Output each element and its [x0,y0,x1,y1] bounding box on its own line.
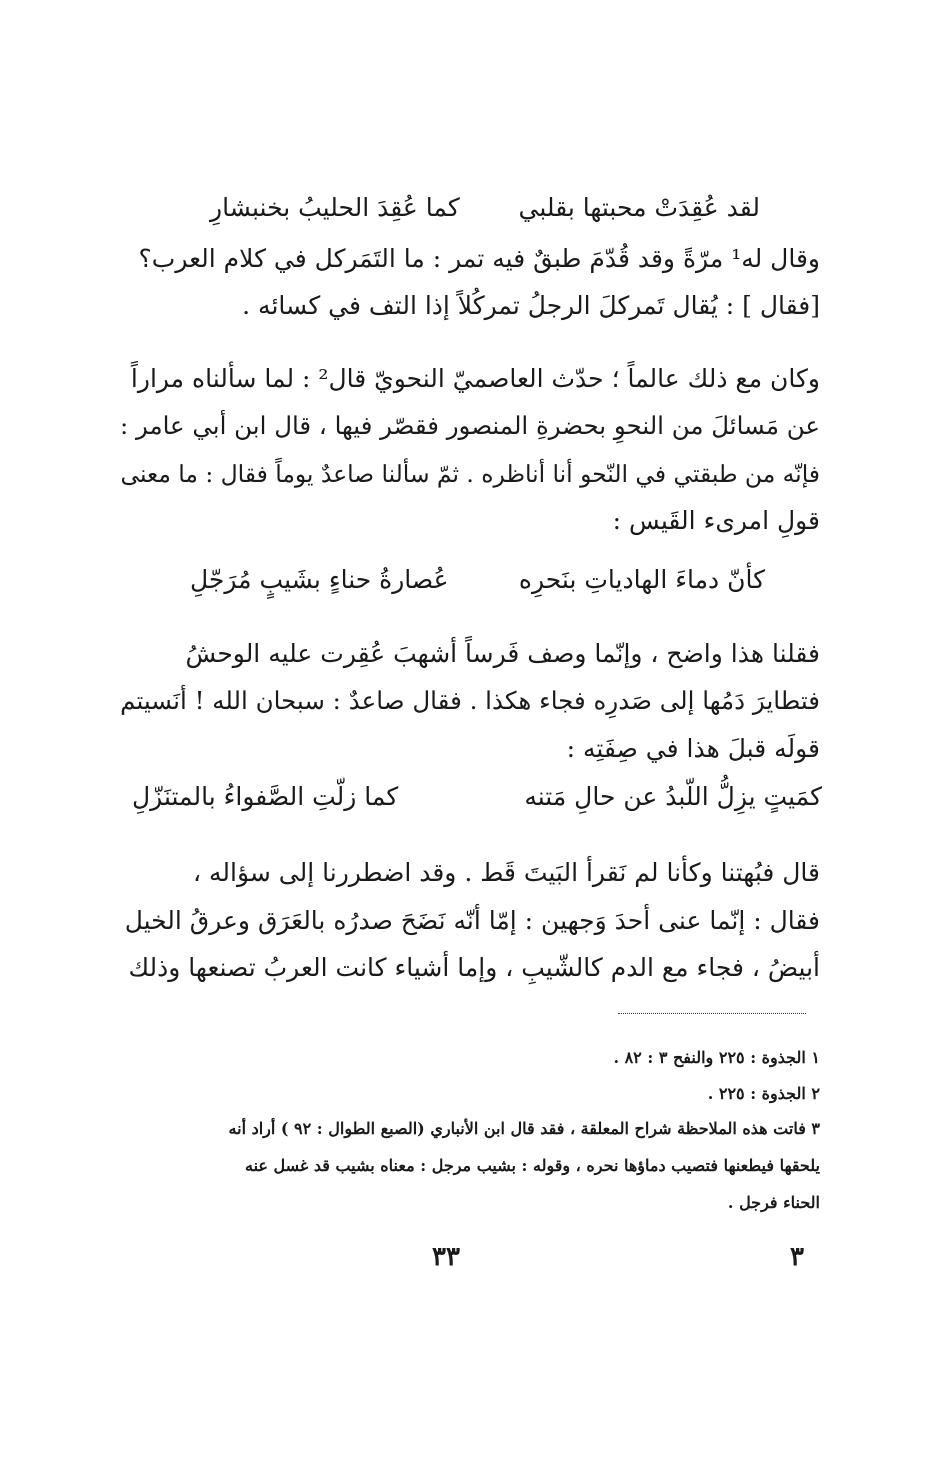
signature-mark: ٣ [790,1242,804,1272]
page-number: ٣٣ [432,1242,460,1272]
verse-3 [132,781,822,815]
verse-1-first-hemistich: لقد عُقِدَتْ محبتها بقلبي [518,193,760,222]
verse-3-second-hemistich: كما زلّتِ الصَّفواءُ بالمتنَزّلِ [132,782,399,811]
verse-2 [180,564,765,598]
verse-1 [190,192,760,226]
paragraph-2-line-3: فإنّه من طبقتي في النّحو أنا أناظره . ثمّ سألنا صاعدٌ يوماً فقال : ما معنى [120,460,820,488]
footnote-3-line-2: يلحقها فيطعنها فتصيب دماؤها نحره ، وقوله : بشيب مرجل : معناه بشيب قد غسل عنه [244,1156,820,1175]
footnote-3-line-3: الحناء فرجل . [727,1193,820,1212]
footnote-2: ٢ الجذوة : ٢٢٥ . [707,1084,820,1103]
paragraph-2-line-2: عن مَسائلَ من النحوِ بحضرةِ المنصور فقصّر فيها ، قال ابن أبي عامر : [119,411,820,440]
verse-2-second-hemistich: عُصارةُ حناءٍ بشَيبٍ مُرَجّلِ [190,565,449,594]
paragraph-2-line-4: قولِ امرىء القَيس : [612,506,820,535]
paragraph-2-line-1: وكان مع ذلك عالماً ؛ حدّث العاصميّ النحويّ قال² : لما سألناه مراراً [130,364,820,393]
verse-3-first-hemistich: كمَيتٍ يزِلُّ اللّبدُ عن حالِ مَتنه [524,782,822,811]
verse-1-second-hemistich: كما عُقِدَ الحليبُ بخنبشارِ [210,193,460,222]
paragraph-3-line-3: قولَه قبلَ هذا في صِفَتِه : [566,734,820,763]
paragraph-1-line-2: [فقال ] : يُقال تَمركلَ الرجلُ تمركُلاً إذا التف في كسائه . [242,291,820,320]
footnote-3-line-1: ٣ فاتت هذه الملاحظة شراح المعلقة ، فقد قال ابن الأنباري (الصبع الطوال : ٩٢ ) أراد أنه [228,1119,820,1138]
verse-2-first-hemistich: كأنّ دماءَ الهادياتِ بنَحرِه [518,565,765,594]
paragraph-4-line-2: فقال : إنّما عنى أحدَ وَجهين : إمّا أنّه نَضَحَ صدرُه بالعَرَق وعرقُ الخيل [124,906,820,935]
paragraph-1-line-1: وقال له¹ مرّةً وقد قُدّمَ طبقٌ فيه تمر : ما التَمَركل في كلام العرب؟ [138,244,820,273]
footnote-separator [618,1013,806,1014]
paragraph-4-line-3: أبيضُ ، فجاء مع الدم كالشّيبِ ، وإما أشياء كانت العربُ تصنعها وذلك [128,953,820,982]
paragraph-3-line-2: فتطايرَ دَمُها إلى صَدرِه فجاء هكذا . فقال صاعدٌ : سبحان الله ! أنَسيتم [120,686,820,715]
footnote-1: ١ الجذوة : ٢٢٥ والنفح ٣ : ٨٢ . [613,1048,820,1067]
paragraph-3-line-1: فقلنا هذا واضح ، وإنّما وصف فَرساً أشهبَ عُقِرت عليه الوحشُ [185,639,820,668]
paragraph-4-line-1: قال فبُهتنا وكأنا لم نَقرأ البَيتَ قَط . وقد اضطررنا إلى سؤاله ، [193,858,820,887]
